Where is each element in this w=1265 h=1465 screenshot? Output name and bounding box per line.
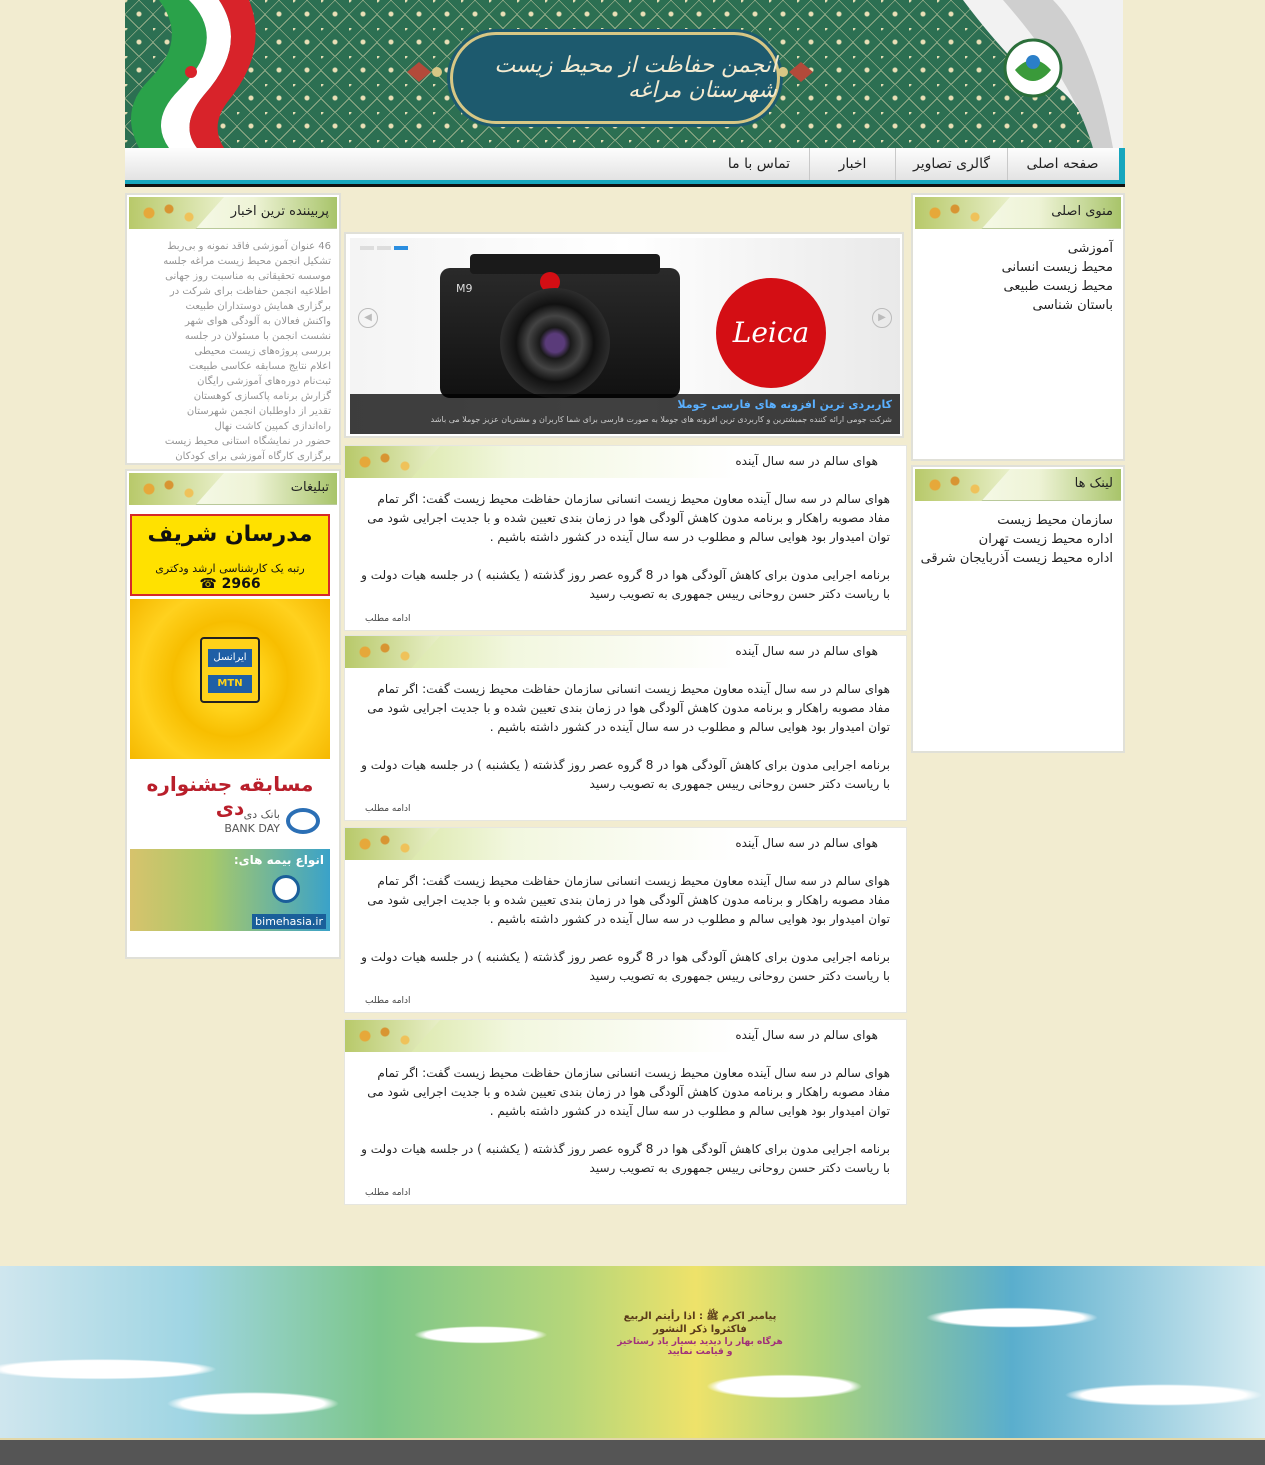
article-title[interactable]: هوای سالم در سه سال آینده [735, 1028, 878, 1042]
flower-decoration-icon [915, 469, 1010, 501]
article-title[interactable]: هوای سالم در سه سال آینده [735, 836, 878, 850]
popular-news-title: پربیننده ترین اخبار [230, 204, 329, 219]
camera-model: M9 [456, 282, 473, 295]
popular-news-item[interactable]: راه‌اندازی کمپین کاشت نهال [214, 421, 331, 432]
popular-news-item[interactable]: گزارش برنامه پاکسازی کوهستان [193, 391, 331, 402]
ads-title: تبلیغات [290, 480, 329, 495]
read-more-link[interactable]: ادامه مطلب [365, 804, 411, 814]
ad3-bank-fa: بانک دی [243, 808, 280, 821]
nav-item-home[interactable]: صفحه اصلی [1007, 148, 1117, 180]
flower-decoration-icon [345, 1020, 440, 1052]
article-paragraph: هوای سالم در سه سال آینده معاون محیط زیست انسانی سازمان حفاظت محیط زیست گفت: اگر تمام مفاد مصوبه راهکار و برنامه مدون کاهش آلودگی هوا در زمان بندی تعیین شده و با جدیت اجرایی شود می توان امیدوار بود هوایی سالم و مطلوب در سه سال آینده در کشور داشته باشیم . [367, 1066, 890, 1118]
slider-prev-arrow-icon[interactable]: ◀ [358, 308, 378, 328]
popular-news-item[interactable]: اطلاعیه انجمن حفاظت برای شرکت در [169, 286, 331, 297]
footer-bottom-bar [0, 1438, 1265, 1465]
article-paragraph: برنامه اجرایی مدون برای کاهش آلودگی هوا در 8 گروه عصر روز گذشته ( یکشنبه ) در جلسه هیات دولت و با ریاست دکتر حسن روحانی رییس جمهوری به تصویب رسید [361, 950, 890, 983]
nav-item-contact[interactable]: تماس با ما [727, 156, 791, 172]
read-more-link[interactable]: ادامه مطلب [365, 614, 411, 624]
popular-news-item[interactable]: 46 عنوان آموزشی فاقد نمونه و بی‌ربط [167, 241, 331, 252]
irancell-logo-icon [200, 637, 260, 703]
ad3-bank-en: BANK DAY [224, 822, 280, 835]
nav-item-gallery[interactable]: گالری تصاویر [895, 148, 1007, 180]
article-body [345, 860, 906, 986]
ornament-right-icon [777, 60, 813, 84]
nav-item-news[interactable]: اخبار [809, 148, 895, 180]
irancell-label: ایرانسل [208, 649, 252, 667]
article-paragraph: برنامه اجرایی مدون برای کاهش آلودگی هوا در 8 گروه عصر روز گذشته ( یکشنبه ) در جلسه هیات دولت و با ریاست دکتر حسن روحانی رییس جمهوری به تصویب رسید [361, 568, 890, 601]
logo-ribbon-icon [943, 0, 1123, 148]
menu-item-archaeology[interactable]: باستان شناسی [1032, 298, 1113, 313]
main-nav [125, 148, 1125, 184]
flower-decoration-icon [345, 636, 440, 668]
ad4-url: bimehasia.ir [252, 914, 326, 929]
article-paragraph: هوای سالم در سه سال آینده معاون محیط زیست انسانی سازمان حفاظت محیط زیست گفت: اگر تمام مفاد مصوبه راهکار و برنامه مدون کاهش آلودگی هوا در زمان بندی تعیین شده و با جدیت اجرایی شود می توان امیدوار بود هوایی سالم و مطلوب در سه سال آینده در کشور داشته باشیم . [367, 492, 890, 544]
image-slider [350, 238, 900, 434]
popular-news-box [125, 193, 341, 465]
iran-flag-icon [125, 0, 279, 148]
links-list [913, 503, 1123, 568]
ad-bank-day[interactable] [130, 768, 330, 846]
slider-dot[interactable] [377, 246, 391, 250]
article-card [344, 827, 907, 1013]
main-menu-list [913, 231, 1123, 315]
article-title[interactable]: هوای سالم در سه سال آینده [735, 644, 878, 658]
slider-container [344, 232, 904, 438]
camera-image [440, 268, 680, 398]
slider-caption [350, 394, 900, 434]
popular-news-item[interactable]: موسسه تحقیقاتی به مناسبت روز جهانی [165, 271, 331, 282]
nav-accent-bar [1119, 148, 1125, 180]
popular-news-item[interactable]: تقدیر از داوطلبان انجمن شهرستان [186, 406, 331, 417]
popular-news-item[interactable]: واکنش فعالان به آلودگی هوای شهر [185, 316, 331, 327]
site-title-plaque [450, 32, 780, 124]
ads-header [129, 473, 337, 505]
read-more-link[interactable]: ادامه مطلب [365, 996, 411, 1006]
flower-decoration-icon [915, 197, 1010, 229]
menu-item-natural-environment[interactable]: محیط زیست طبیعی [1003, 279, 1113, 294]
flower-decoration-icon [129, 197, 224, 229]
camera-top [470, 254, 660, 274]
bank-day-logo-icon [286, 808, 320, 834]
article-paragraph: برنامه اجرایی مدون برای کاهش آلودگی هوا در 8 گروه عصر روز گذشته ( یکشنبه ) در جلسه هیات دولت و با ریاست دکتر حسن روحانی رییس جمهوری به تصویب رسید [361, 1142, 890, 1175]
main-menu-box [911, 193, 1125, 461]
ad-modaresan-sharif[interactable] [130, 514, 330, 596]
ad-bimeh-asia[interactable] [130, 849, 330, 931]
link-east-azerbaijan-office[interactable]: اداره محیط زیست آذربایجان شرقی [920, 551, 1113, 566]
article-header [345, 1020, 906, 1052]
popular-news-item[interactable]: حضور در نمایشگاه استانی محیط زیست [164, 436, 331, 447]
flower-decoration-icon [129, 473, 224, 505]
site-header [125, 0, 1123, 148]
footer-quote [615, 1310, 785, 1357]
link-tehran-office[interactable]: اداره محیط زیست تهران [978, 532, 1113, 547]
link-environment-org[interactable]: سازمان محیط زیست [997, 513, 1113, 528]
ad1-phone: ☎ 2966 [199, 576, 261, 592]
camera-lens [500, 288, 610, 398]
popular-news-item[interactable]: اعلام نتایج مسابقه عکاسی طبیعت [188, 361, 331, 372]
menu-item-education[interactable]: آموزشی [1067, 241, 1113, 256]
article-card [344, 445, 907, 631]
slider-dot[interactable] [360, 246, 374, 250]
ad3-title: مسابقه جشنواره دی [146, 772, 314, 820]
flower-decoration-icon [345, 828, 440, 860]
popular-news-item[interactable]: برگزاری همایش دوستداران طبیعت [185, 301, 331, 312]
leica-logo: Leica [716, 278, 826, 388]
footer-quote-line1: پیامبر اکرم ﷺ : اذا رأیتم الربیع فاکثروا ذکر النشور [623, 1311, 777, 1335]
bimeh-asia-logo-icon [272, 875, 300, 903]
article-header [345, 446, 906, 478]
links-box [911, 465, 1125, 753]
main-menu-title: منوی اصلی [1051, 204, 1113, 219]
site-footer [0, 1266, 1265, 1438]
article-body [345, 668, 906, 794]
article-header [345, 828, 906, 860]
slider-caption-title[interactable]: کاربردی ترین افزونه های فارسی جوملا [677, 398, 892, 411]
links-header [915, 469, 1121, 501]
slider-dot-active[interactable] [394, 246, 408, 250]
popular-news-item[interactable]: تشکیل انجمن محیط زیست مراغه جلسه [163, 256, 331, 267]
ornament-left-icon [407, 60, 443, 84]
popular-news-item[interactable]: ثبت‌نام دوره‌های آموزشی رایگان [197, 376, 331, 387]
popular-news-item[interactable]: نشست انجمن با مسئولان در جلسه [184, 331, 331, 342]
links-title: لینک ها [1074, 476, 1113, 491]
read-more-link[interactable]: ادامه مطلب [365, 1188, 411, 1198]
article-header [345, 636, 906, 668]
article-body [345, 1052, 906, 1178]
slider-caption-text: شرکت جومی ارائه کننده جمبشترین و کاربردی ترین افزونه های جوملا به صورت فارسی برای شما کاربران و مشتریان عزیز جوملا می باشد [430, 415, 892, 424]
popular-news-list [127, 231, 339, 472]
article-card [344, 1019, 907, 1205]
ad4-title: انواع بیمه های: [233, 853, 324, 867]
article-card [344, 635, 907, 821]
ad-irancell[interactable] [130, 599, 330, 759]
popular-news-header [129, 197, 337, 229]
flower-decoration-icon [345, 446, 440, 478]
mtn-label: MTN [208, 675, 252, 693]
article-title[interactable]: هوای سالم در سه سال آینده [735, 454, 878, 468]
popular-news-item[interactable]: برگزاری کارگاه آموزشی برای کودکان [175, 451, 331, 462]
menu-item-human-environment[interactable]: محیط زیست انسانی [1001, 260, 1113, 275]
article-paragraph: هوای سالم در سه سال آینده معاون محیط زیست انسانی سازمان حفاظت محیط زیست گفت: اگر تمام مفاد مصوبه راهکار و برنامه مدون کاهش آلودگی هوا در زمان بندی تعیین شده و با جدیت اجرایی شود می توان امیدوار بود هوایی سالم و مطلوب در سه سال آینده در کشور داشته باشیم . [367, 682, 890, 734]
popular-news-item[interactable]: بررسی پروژه‌های زیست محیطی [194, 346, 331, 357]
main-menu-header [915, 197, 1121, 229]
footer-quote-line2: هرگاه بهار را دیدید بسیار یاد رستاخیز و قیامت نمایید [617, 1337, 783, 1357]
ad1-subtitle: رتبه یک کارشناسی ارشد ودکتری [155, 562, 305, 575]
article-body [345, 478, 906, 604]
slider-dots [360, 246, 408, 250]
article-paragraph: برنامه اجرایی مدون برای کاهش آلودگی هوا در 8 گروه عصر روز گذشته ( یکشنبه ) در جلسه هیات دولت و با ریاست دکتر حسن روحانی رییس جمهوری به تصویب رسید [361, 758, 890, 791]
ad1-title: مدرسان شریف [147, 522, 313, 547]
article-paragraph: هوای سالم در سه سال آینده معاون محیط زیست انسانی سازمان حفاظت محیط زیست گفت: اگر تمام مفاد مصوبه راهکار و برنامه مدون کاهش آلودگی هوا در زمان بندی تعیین شده و با جدیت اجرایی شود می توان امیدوار بود هوایی سالم و مطلوب در سه سال آینده در کشور داشته باشیم . [367, 874, 890, 926]
slider-next-arrow-icon[interactable]: ▶ [872, 308, 892, 328]
site-title: انجمن حفاظت از محیط زیست شهرستان مراغه [494, 53, 777, 103]
